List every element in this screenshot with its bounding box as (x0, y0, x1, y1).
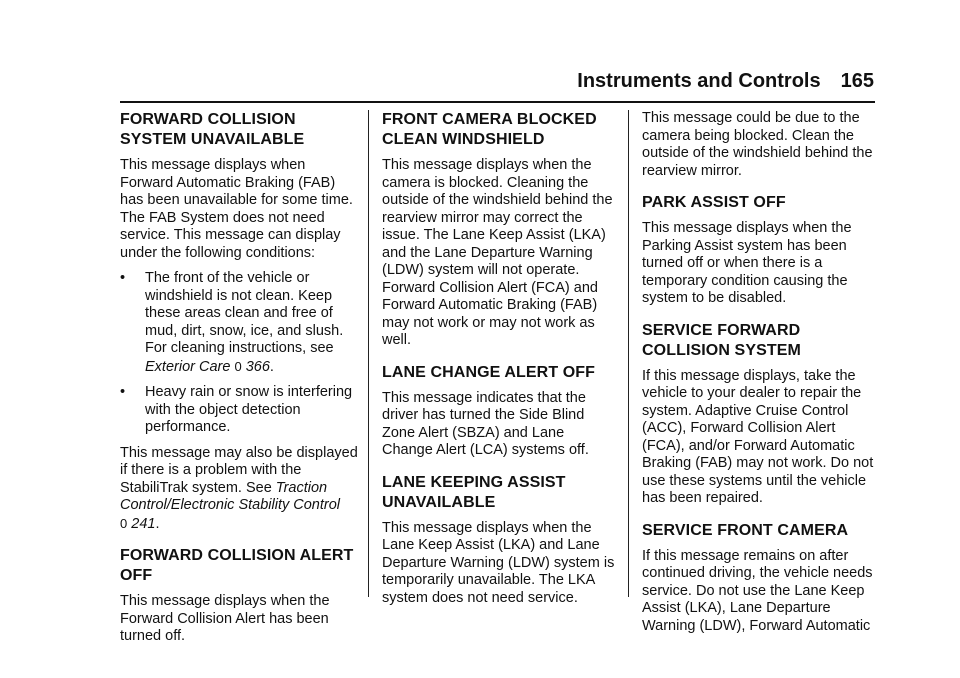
page-header (577, 70, 874, 93)
section-heading: FRONT CAMERA BLOCKED CLEAN WINDSHIELD (382, 111, 597, 148)
paragraph: This message indicates that the driver has turned the Side Blind Zone Alert (SBZA) and Lane Change Alert (LCA) systems off. (382, 389, 589, 458)
column-divider (368, 110, 369, 597)
section-heading: SERVICE FRONT CAMERA (642, 521, 849, 539)
bullet-mark: • (120, 384, 126, 400)
section-heading: PARK ASSIST OFF (642, 194, 786, 211)
paragraph: This message could be due to the camera being blocked. Clean the outside of the windshield behind the rearview mirror. (642, 110, 873, 179)
paragraph: This message displays when the Forward Collision Alert has been turned off. (120, 593, 330, 644)
page-ref-symbol: 0 (234, 358, 242, 374)
paragraph: This message displays when the Parking Assist system has been turned off or when there is a temporary condition causing the system to be disabled. (642, 220, 852, 306)
column-2 (382, 110, 618, 615)
column-divider (628, 110, 629, 597)
section-heading: FORWARD COLLISION SYSTEM UNAVAILABLE (120, 111, 305, 148)
section-heading: LANE KEEPING ASSIST UNAVAILABLE (382, 473, 566, 511)
xref-title: Exterior Care (145, 358, 231, 375)
paragraph-text: This message may also be displayed if there is a problem with the StabiliTrak system. See (120, 444, 358, 496)
paragraph: If this message remains on after continued driving, the vehicle needs service. Do not use the Lane Keep Assist (LKA), Lane Departure Warning (LDW), Forward Automatic (642, 547, 873, 634)
paragraph: This message displays when the Lane Keep Assist (LKA) and Lane Departure Warning (LDW) system is temporarily unavailable. The LKA system does not need service. (382, 519, 615, 606)
paragraph: This message displays when the camera is blocked. Cleaning the outside of the windshield behind the rearview mirror may correct the issue. The Lane Keep Assist (LKA) and the Lane Departure Warning (LDW) system will not operate. Forward Collision Alert (FCA) and Forward Automatic Braking (FAB) may not work or may not work as well. (382, 157, 613, 348)
column-3 (642, 110, 882, 643)
column-1 (120, 110, 358, 654)
punct: . (269, 358, 274, 375)
bullet-mark: • (120, 270, 126, 286)
cross-reference-link[interactable] (145, 359, 270, 375)
bullet-item (120, 270, 358, 376)
section-heading: FORWARD COLLISION ALERT OFF (120, 547, 354, 584)
page-ref-symbol: 0 (120, 515, 128, 531)
bullet-text: Heavy rain or snow is interfering with the object detection performance. (145, 384, 353, 435)
paragraph (120, 445, 358, 534)
paragraph: This message displays when Forward Automatic Braking (FAB) has been unavailable for some time. The FAB System does not need service. This message can display under the following conditions: (120, 157, 353, 261)
paragraph: If this message displays, take the vehicle to your dealer to repair the system. Adaptive Cruise Control (ACC), Forward Collision Alert (FCA), and/or Forward Automatic Braking (FAB) may not work. Do not use these systems until the vehicle has been repaired. (642, 367, 874, 506)
bullet-text: The front of the vehicle or windshield is not clean. Keep these areas clean and free of mud, dirt, snow, ice, and slush. For cleaning instructions, see (145, 270, 344, 356)
header-rule (120, 101, 875, 103)
bullet-item (120, 384, 358, 437)
section-heading: LANE CHANGE ALERT OFF (382, 363, 596, 381)
section-heading: SERVICE FORWARD COLLISION SYSTEM (642, 321, 801, 359)
punct: . (155, 515, 160, 532)
header-title: Instruments and Controls (577, 70, 821, 92)
xref-page: 366 (245, 358, 270, 375)
page-number: 165 (840, 70, 874, 92)
xref-title: Traction Control/Electronic Stability Control (120, 479, 341, 513)
xref-page: 241 (131, 515, 156, 532)
